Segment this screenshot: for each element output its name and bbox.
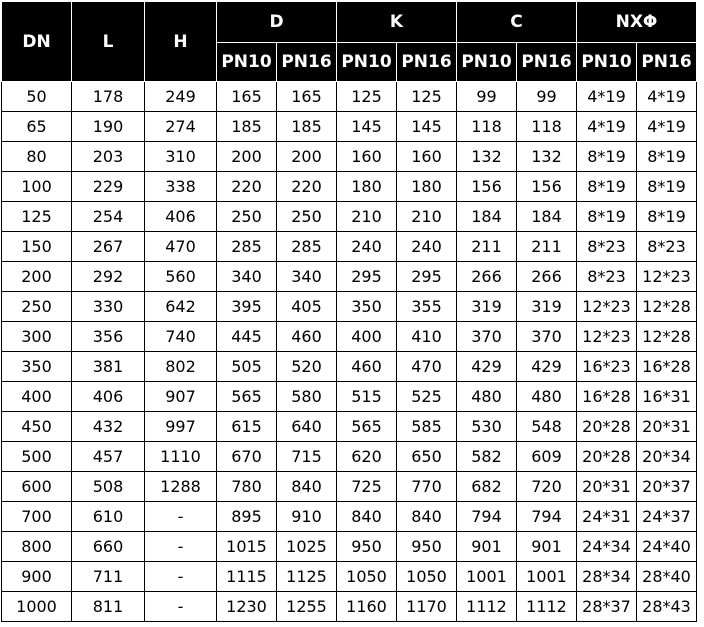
cell-nx-pn10: 8*23	[577, 232, 637, 262]
cell-dn: 700	[2, 502, 72, 532]
cell-nx-pn10: 24*34	[577, 532, 637, 562]
table-row	[2, 412, 697, 442]
table-row	[2, 502, 697, 532]
cell-dn: 350	[2, 352, 72, 382]
cell-dn: 450	[2, 412, 72, 442]
cell-nx-pn16: 20*34	[637, 442, 697, 472]
table-row	[2, 562, 697, 592]
cell-k-pn16: 950	[397, 532, 457, 562]
cell-d-pn10: 395	[217, 292, 277, 322]
cell-c-pn10: 266	[457, 262, 517, 292]
cell-c-pn16: 429	[517, 352, 577, 382]
subheader-k-pn16: PN16	[397, 43, 457, 82]
cell-k-pn10: 620	[337, 442, 397, 472]
cell-c-pn10: 211	[457, 232, 517, 262]
cell-c-pn10: 1001	[457, 562, 517, 592]
cell-dn: 400	[2, 382, 72, 412]
header-k: K	[337, 2, 457, 43]
table-row	[2, 262, 697, 292]
cell-k-pn10: 515	[337, 382, 397, 412]
cell-h: 406	[145, 202, 217, 232]
cell-d-pn16: 200	[277, 142, 337, 172]
cell-c-pn16: 609	[517, 442, 577, 472]
cell-nx-pn10: 8*19	[577, 172, 637, 202]
cell-h: 470	[145, 232, 217, 262]
cell-dn: 300	[2, 322, 72, 352]
cell-d-pn16: 840	[277, 472, 337, 502]
cell-d-pn10: 615	[217, 412, 277, 442]
cell-c-pn16: 184	[517, 202, 577, 232]
cell-h: -	[145, 562, 217, 592]
cell-nx-pn16: 24*40	[637, 532, 697, 562]
cell-dn: 250	[2, 292, 72, 322]
cell-l: 229	[72, 172, 145, 202]
table-row	[2, 172, 697, 202]
cell-nx-pn16: 4*19	[637, 112, 697, 142]
table-row	[2, 112, 697, 142]
cell-h: 310	[145, 142, 217, 172]
cell-k-pn10: 350	[337, 292, 397, 322]
cell-d-pn16: 1255	[277, 592, 337, 622]
cell-d-pn16: 405	[277, 292, 337, 322]
cell-k-pn16: 650	[397, 442, 457, 472]
cell-dn: 600	[2, 472, 72, 502]
cell-nx-pn10: 16*23	[577, 352, 637, 382]
cell-l: 178	[72, 82, 145, 112]
table-row	[2, 292, 697, 322]
cell-l: 508	[72, 472, 145, 502]
cell-k-pn10: 160	[337, 142, 397, 172]
cell-nx-pn10: 20*31	[577, 472, 637, 502]
cell-nx-pn10: 24*31	[577, 502, 637, 532]
cell-nx-pn16: 24*37	[637, 502, 697, 532]
cell-d-pn10: 895	[217, 502, 277, 532]
cell-nx-pn10: 8*23	[577, 262, 637, 292]
cell-dn: 80	[2, 142, 72, 172]
cell-d-pn10: 670	[217, 442, 277, 472]
cell-d-pn10: 505	[217, 352, 277, 382]
cell-l: 203	[72, 142, 145, 172]
table-row	[2, 352, 697, 382]
cell-k-pn10: 240	[337, 232, 397, 262]
cell-d-pn10: 220	[217, 172, 277, 202]
cell-nx-pn16: 8*19	[637, 202, 697, 232]
cell-l: 457	[72, 442, 145, 472]
cell-k-pn10: 180	[337, 172, 397, 202]
cell-l: 406	[72, 382, 145, 412]
cell-k-pn16: 125	[397, 82, 457, 112]
cell-nx-pn16: 4*19	[637, 82, 697, 112]
cell-c-pn16: 901	[517, 532, 577, 562]
cell-nx-pn10: 12*23	[577, 292, 637, 322]
cell-k-pn10: 1050	[337, 562, 397, 592]
cell-k-pn16: 145	[397, 112, 457, 142]
cell-nx-pn16: 12*28	[637, 322, 697, 352]
cell-h: 274	[145, 112, 217, 142]
cell-d-pn16: 715	[277, 442, 337, 472]
cell-nx-pn10: 20*28	[577, 442, 637, 472]
cell-k-pn16: 295	[397, 262, 457, 292]
cell-c-pn10: 1112	[457, 592, 517, 622]
subheader-nx-pn16: PN16	[637, 43, 697, 82]
cell-h: 642	[145, 292, 217, 322]
table-row	[2, 82, 697, 112]
cell-d-pn10: 165	[217, 82, 277, 112]
cell-nx-pn16: 20*31	[637, 412, 697, 442]
cell-d-pn10: 1015	[217, 532, 277, 562]
cell-d-pn16: 580	[277, 382, 337, 412]
table-row	[2, 142, 697, 172]
cell-c-pn16: 794	[517, 502, 577, 532]
cell-k-pn10: 125	[337, 82, 397, 112]
header-l: L	[72, 2, 145, 82]
table-row	[2, 472, 697, 502]
cell-h: -	[145, 592, 217, 622]
cell-c-pn16: 720	[517, 472, 577, 502]
cell-h: 1110	[145, 442, 217, 472]
cell-k-pn16: 355	[397, 292, 457, 322]
cell-dn: 200	[2, 262, 72, 292]
cell-l: 711	[72, 562, 145, 592]
subheader-c-pn10: PN10	[457, 43, 517, 82]
table-row	[2, 382, 697, 412]
cell-k-pn16: 1170	[397, 592, 457, 622]
cell-h: 802	[145, 352, 217, 382]
header-dn: DN	[2, 2, 72, 82]
cell-d-pn16: 1025	[277, 532, 337, 562]
cell-c-pn16: 266	[517, 262, 577, 292]
cell-nx-pn16: 16*31	[637, 382, 697, 412]
cell-c-pn10: 794	[457, 502, 517, 532]
cell-k-pn16: 840	[397, 502, 457, 532]
cell-h: 997	[145, 412, 217, 442]
cell-nx-pn16: 20*37	[637, 472, 697, 502]
cell-l: 432	[72, 412, 145, 442]
cell-c-pn16: 156	[517, 172, 577, 202]
cell-l: 356	[72, 322, 145, 352]
header-d: D	[217, 2, 337, 43]
cell-dn: 125	[2, 202, 72, 232]
cell-c-pn10: 156	[457, 172, 517, 202]
cell-k-pn10: 400	[337, 322, 397, 352]
cell-d-pn10: 1115	[217, 562, 277, 592]
table-header	[2, 2, 697, 82]
cell-nx-pn16: 8*19	[637, 172, 697, 202]
cell-h: -	[145, 532, 217, 562]
subheader-d-pn16: PN16	[277, 43, 337, 82]
cell-l: 330	[72, 292, 145, 322]
cell-l: 292	[72, 262, 145, 292]
cell-k-pn16: 1050	[397, 562, 457, 592]
cell-d-pn10: 780	[217, 472, 277, 502]
cell-k-pn16: 160	[397, 142, 457, 172]
cell-c-pn16: 370	[517, 322, 577, 352]
cell-k-pn16: 210	[397, 202, 457, 232]
cell-dn: 150	[2, 232, 72, 262]
cell-dn: 50	[2, 82, 72, 112]
cell-k-pn16: 770	[397, 472, 457, 502]
cell-nx-pn10: 20*28	[577, 412, 637, 442]
cell-c-pn10: 480	[457, 382, 517, 412]
cell-c-pn10: 99	[457, 82, 517, 112]
cell-d-pn10: 185	[217, 112, 277, 142]
cell-nx-pn16: 28*40	[637, 562, 697, 592]
header-nx: NXΦ	[577, 2, 697, 43]
cell-k-pn16: 180	[397, 172, 457, 202]
cell-k-pn10: 145	[337, 112, 397, 142]
cell-nx-pn16: 28*43	[637, 592, 697, 622]
cell-h: 907	[145, 382, 217, 412]
cell-d-pn16: 520	[277, 352, 337, 382]
cell-d-pn16: 250	[277, 202, 337, 232]
cell-dn: 65	[2, 112, 72, 142]
cell-k-pn10: 1160	[337, 592, 397, 622]
cell-k-pn10: 950	[337, 532, 397, 562]
subheader-c-pn16: PN16	[517, 43, 577, 82]
cell-c-pn16: 118	[517, 112, 577, 142]
cell-dn: 500	[2, 442, 72, 472]
cell-d-pn10: 200	[217, 142, 277, 172]
cell-c-pn10: 429	[457, 352, 517, 382]
cell-nx-pn10: 8*19	[577, 202, 637, 232]
cell-nx-pn10: 4*19	[577, 82, 637, 112]
cell-c-pn10: 901	[457, 532, 517, 562]
cell-c-pn10: 682	[457, 472, 517, 502]
cell-k-pn16: 585	[397, 412, 457, 442]
cell-k-pn16: 240	[397, 232, 457, 262]
cell-c-pn16: 1112	[517, 592, 577, 622]
table-row	[2, 232, 697, 262]
cell-k-pn10: 210	[337, 202, 397, 232]
table-body	[2, 82, 697, 622]
cell-k-pn10: 295	[337, 262, 397, 292]
cell-d-pn16: 220	[277, 172, 337, 202]
table-row	[2, 442, 697, 472]
cell-nx-pn10: 16*28	[577, 382, 637, 412]
cell-l: 811	[72, 592, 145, 622]
cell-d-pn16: 165	[277, 82, 337, 112]
subheader-d-pn10: PN10	[217, 43, 277, 82]
cell-k-pn16: 410	[397, 322, 457, 352]
cell-k-pn16: 525	[397, 382, 457, 412]
cell-l: 381	[72, 352, 145, 382]
cell-h: 338	[145, 172, 217, 202]
cell-d-pn16: 460	[277, 322, 337, 352]
cell-c-pn16: 1001	[517, 562, 577, 592]
cell-d-pn16: 340	[277, 262, 337, 292]
cell-d-pn16: 285	[277, 232, 337, 262]
cell-d-pn10: 285	[217, 232, 277, 262]
header-c: C	[457, 2, 577, 43]
cell-l: 610	[72, 502, 145, 532]
cell-l: 190	[72, 112, 145, 142]
cell-h: -	[145, 502, 217, 532]
cell-nx-pn16: 16*28	[637, 352, 697, 382]
cell-c-pn10: 370	[457, 322, 517, 352]
header-h: H	[145, 2, 217, 82]
cell-c-pn10: 319	[457, 292, 517, 322]
cell-h: 560	[145, 262, 217, 292]
cell-d-pn16: 1125	[277, 562, 337, 592]
cell-d-pn10: 1230	[217, 592, 277, 622]
cell-d-pn16: 185	[277, 112, 337, 142]
cell-d-pn10: 565	[217, 382, 277, 412]
cell-h: 249	[145, 82, 217, 112]
cell-c-pn16: 480	[517, 382, 577, 412]
cell-l: 254	[72, 202, 145, 232]
cell-nx-pn10: 8*19	[577, 142, 637, 172]
cell-c-pn10: 118	[457, 112, 517, 142]
cell-c-pn16: 319	[517, 292, 577, 322]
cell-h: 740	[145, 322, 217, 352]
subheader-nx-pn10: PN10	[577, 43, 637, 82]
table-row	[2, 592, 697, 622]
dimension-table	[1, 1, 697, 622]
table-row	[2, 322, 697, 352]
table-row	[2, 532, 697, 562]
cell-nx-pn16: 8*19	[637, 142, 697, 172]
cell-d-pn10: 340	[217, 262, 277, 292]
cell-k-pn16: 470	[397, 352, 457, 382]
cell-dn: 1000	[2, 592, 72, 622]
cell-d-pn16: 640	[277, 412, 337, 442]
cell-nx-pn16: 12*23	[637, 262, 697, 292]
cell-d-pn10: 250	[217, 202, 277, 232]
cell-nx-pn10: 28*37	[577, 592, 637, 622]
table-row	[2, 202, 697, 232]
cell-c-pn10: 530	[457, 412, 517, 442]
cell-h: 1288	[145, 472, 217, 502]
cell-dn: 100	[2, 172, 72, 202]
cell-c-pn10: 184	[457, 202, 517, 232]
cell-c-pn16: 211	[517, 232, 577, 262]
cell-l: 660	[72, 532, 145, 562]
cell-c-pn16: 548	[517, 412, 577, 442]
cell-nx-pn10: 28*34	[577, 562, 637, 592]
cell-k-pn10: 840	[337, 502, 397, 532]
cell-c-pn10: 582	[457, 442, 517, 472]
cell-c-pn16: 99	[517, 82, 577, 112]
cell-d-pn16: 910	[277, 502, 337, 532]
cell-d-pn10: 445	[217, 322, 277, 352]
cell-dn: 900	[2, 562, 72, 592]
cell-nx-pn16: 8*23	[637, 232, 697, 262]
cell-c-pn16: 132	[517, 142, 577, 172]
cell-k-pn10: 565	[337, 412, 397, 442]
cell-c-pn10: 132	[457, 142, 517, 172]
cell-dn: 800	[2, 532, 72, 562]
cell-k-pn10: 725	[337, 472, 397, 502]
cell-nx-pn16: 12*28	[637, 292, 697, 322]
subheader-k-pn10: PN10	[337, 43, 397, 82]
cell-k-pn10: 460	[337, 352, 397, 382]
cell-nx-pn10: 4*19	[577, 112, 637, 142]
cell-l: 267	[72, 232, 145, 262]
cell-nx-pn10: 12*23	[577, 322, 637, 352]
